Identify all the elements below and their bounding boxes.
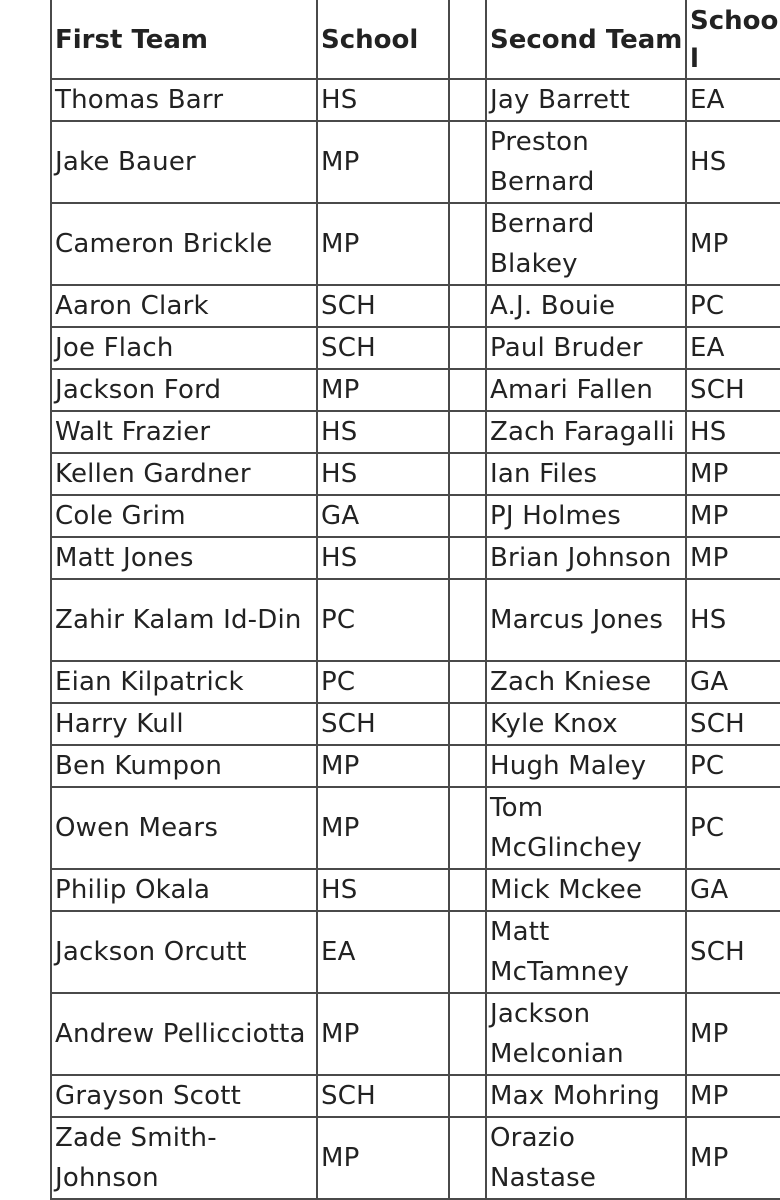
first-team-school-cell: SCH bbox=[317, 285, 449, 327]
second-team-school-cell: MP bbox=[686, 203, 780, 285]
spacer-cell bbox=[449, 1075, 486, 1117]
second-team-school-cell: MP bbox=[686, 993, 780, 1075]
first-team-player-cell: Jackson Orcutt bbox=[51, 911, 317, 993]
second-team-player-cell: Jackson Melconian bbox=[486, 993, 686, 1075]
spacer-cell bbox=[449, 495, 486, 537]
table-row bbox=[51, 411, 780, 453]
first-team-school-cell: EA bbox=[317, 911, 449, 993]
table-row bbox=[51, 453, 780, 495]
second-team-school-cell: MP bbox=[686, 1075, 780, 1117]
spacer-cell bbox=[449, 121, 486, 203]
first-team-school-cell: GA bbox=[317, 495, 449, 537]
all-league-table-container bbox=[50, 0, 780, 1200]
table-row bbox=[51, 121, 780, 203]
second-team-school-cell: MP bbox=[686, 453, 780, 495]
table-row bbox=[51, 579, 780, 661]
table-row bbox=[51, 203, 780, 285]
spacer-cell bbox=[449, 369, 486, 411]
table-row bbox=[51, 745, 780, 787]
table-row bbox=[51, 1075, 780, 1117]
second-team-school-cell: PC bbox=[686, 285, 780, 327]
spacer-cell bbox=[449, 703, 486, 745]
spacer-cell bbox=[449, 911, 486, 993]
table-header-row bbox=[51, 0, 780, 79]
second-team-player-cell: Orazio Nastase bbox=[486, 1117, 686, 1199]
first-team-school-cell: HS bbox=[317, 411, 449, 453]
first-team-player-cell: Andrew Pellicciotta bbox=[51, 993, 317, 1075]
second-team-player-cell: Amari Fallen bbox=[486, 369, 686, 411]
first-team-school-cell: MP bbox=[317, 993, 449, 1075]
table-row bbox=[51, 369, 780, 411]
spacer-cell bbox=[449, 327, 486, 369]
second-team-school-cell: SCH bbox=[686, 911, 780, 993]
table-row bbox=[51, 79, 780, 121]
second-team-school-cell: PC bbox=[686, 745, 780, 787]
second-team-header: Second Team bbox=[486, 0, 686, 79]
table-row bbox=[51, 661, 780, 703]
second-team-school-cell: SCH bbox=[686, 369, 780, 411]
spacer-cell bbox=[449, 787, 486, 869]
table-row bbox=[51, 495, 780, 537]
spacer-cell bbox=[449, 285, 486, 327]
first-team-school-cell: PC bbox=[317, 579, 449, 661]
first-team-player-cell: Matt Jones bbox=[51, 537, 317, 579]
first-team-school-cell: HS bbox=[317, 537, 449, 579]
second-team-player-cell: Tom McGlinchey bbox=[486, 787, 686, 869]
first-team-player-cell: Philip Okala bbox=[51, 869, 317, 911]
first-team-school-cell: SCH bbox=[317, 1075, 449, 1117]
spacer-cell bbox=[449, 79, 486, 121]
first-team-player-cell: Joe Flach bbox=[51, 327, 317, 369]
first-team-school-cell: MP bbox=[317, 121, 449, 203]
second-team-school-cell: EA bbox=[686, 327, 780, 369]
first-team-school-cell: MP bbox=[317, 369, 449, 411]
second-team-player-cell: PJ Holmes bbox=[486, 495, 686, 537]
table-row bbox=[51, 285, 780, 327]
first-team-school-cell: MP bbox=[317, 203, 449, 285]
all-league-table bbox=[50, 0, 780, 1200]
second-team-player-cell: Marcus Jones bbox=[486, 579, 686, 661]
first-team-school-cell: MP bbox=[317, 745, 449, 787]
second-team-school-cell: HS bbox=[686, 121, 780, 203]
second-team-school-cell: MP bbox=[686, 495, 780, 537]
second-team-player-cell: Ian Files bbox=[486, 453, 686, 495]
first-team-header: First Team bbox=[51, 0, 317, 79]
first-team-school-cell: MP bbox=[317, 1117, 449, 1199]
spacer-cell bbox=[449, 579, 486, 661]
header-spacer bbox=[449, 0, 486, 79]
first-team-player-cell: Zahir Kalam Id-Din bbox=[51, 579, 317, 661]
first-team-player-cell: Zade Smith-Johnson bbox=[51, 1117, 317, 1199]
table-row bbox=[51, 993, 780, 1075]
first-team-school-cell: PC bbox=[317, 661, 449, 703]
first-team-player-cell: Ben Kumpon bbox=[51, 745, 317, 787]
table-row bbox=[51, 537, 780, 579]
table-row bbox=[51, 703, 780, 745]
table-row bbox=[51, 787, 780, 869]
second-team-player-cell: Max Mohring bbox=[486, 1075, 686, 1117]
spacer-cell bbox=[449, 869, 486, 911]
second-team-school-cell: HS bbox=[686, 579, 780, 661]
second-team-school-cell: MP bbox=[686, 1117, 780, 1199]
table-row bbox=[51, 1117, 780, 1199]
second-team-school-cell: GA bbox=[686, 661, 780, 703]
spacer-cell bbox=[449, 745, 486, 787]
second-team-school-cell: EA bbox=[686, 79, 780, 121]
spacer-cell bbox=[449, 661, 486, 703]
first-team-player-cell: Aaron Clark bbox=[51, 285, 317, 327]
first-team-player-cell: Jackson Ford bbox=[51, 369, 317, 411]
first-team-school-cell: HS bbox=[317, 79, 449, 121]
second-team-school-cell: SCH bbox=[686, 703, 780, 745]
first-team-school-cell: SCH bbox=[317, 703, 449, 745]
first-team-player-cell: Eian Kilpatrick bbox=[51, 661, 317, 703]
table-row bbox=[51, 327, 780, 369]
first-team-school-cell: HS bbox=[317, 453, 449, 495]
first-team-player-cell: Thomas Barr bbox=[51, 79, 317, 121]
second-team-player-cell: Mick Mckee bbox=[486, 869, 686, 911]
first-team-player-cell: Kellen Gardner bbox=[51, 453, 317, 495]
table-body bbox=[51, 79, 780, 1199]
first-team-player-cell: Cameron Brickle bbox=[51, 203, 317, 285]
first-team-school-cell: MP bbox=[317, 787, 449, 869]
first-team-player-cell: Grayson Scott bbox=[51, 1075, 317, 1117]
spacer-cell bbox=[449, 453, 486, 495]
first-team-player-cell: Owen Mears bbox=[51, 787, 317, 869]
first-team-school-cell: SCH bbox=[317, 327, 449, 369]
spacer-cell bbox=[449, 537, 486, 579]
second-team-player-cell: Preston Bernard bbox=[486, 121, 686, 203]
second-team-school-cell: HS bbox=[686, 411, 780, 453]
second-team-school-cell: GA bbox=[686, 869, 780, 911]
second-team-player-cell: Bernard Blakey bbox=[486, 203, 686, 285]
spacer-cell bbox=[449, 203, 486, 285]
second-team-player-cell: Kyle Knox bbox=[486, 703, 686, 745]
first-team-player-cell: Cole Grim bbox=[51, 495, 317, 537]
first-team-school-cell: HS bbox=[317, 869, 449, 911]
spacer-cell bbox=[449, 993, 486, 1075]
first-team-player-cell: Walt Frazier bbox=[51, 411, 317, 453]
second-team-player-cell: Matt McTamney bbox=[486, 911, 686, 993]
school-header-2: School bbox=[686, 0, 780, 79]
second-team-player-cell: Hugh Maley bbox=[486, 745, 686, 787]
spacer-cell bbox=[449, 411, 486, 453]
second-team-player-cell: Zach Kniese bbox=[486, 661, 686, 703]
second-team-player-cell: Brian Johnson bbox=[486, 537, 686, 579]
spacer-cell bbox=[449, 1117, 486, 1199]
second-team-school-cell: PC bbox=[686, 787, 780, 869]
table-row bbox=[51, 911, 780, 993]
first-team-player-cell: Jake Bauer bbox=[51, 121, 317, 203]
table-row bbox=[51, 869, 780, 911]
second-team-school-cell: MP bbox=[686, 537, 780, 579]
second-team-player-cell: Jay Barrett bbox=[486, 79, 686, 121]
first-team-player-cell: Harry Kull bbox=[51, 703, 317, 745]
second-team-player-cell: Zach Faragalli bbox=[486, 411, 686, 453]
school-header-1: School bbox=[317, 0, 449, 79]
second-team-player-cell: A.J. Bouie bbox=[486, 285, 686, 327]
second-team-player-cell: Paul Bruder bbox=[486, 327, 686, 369]
